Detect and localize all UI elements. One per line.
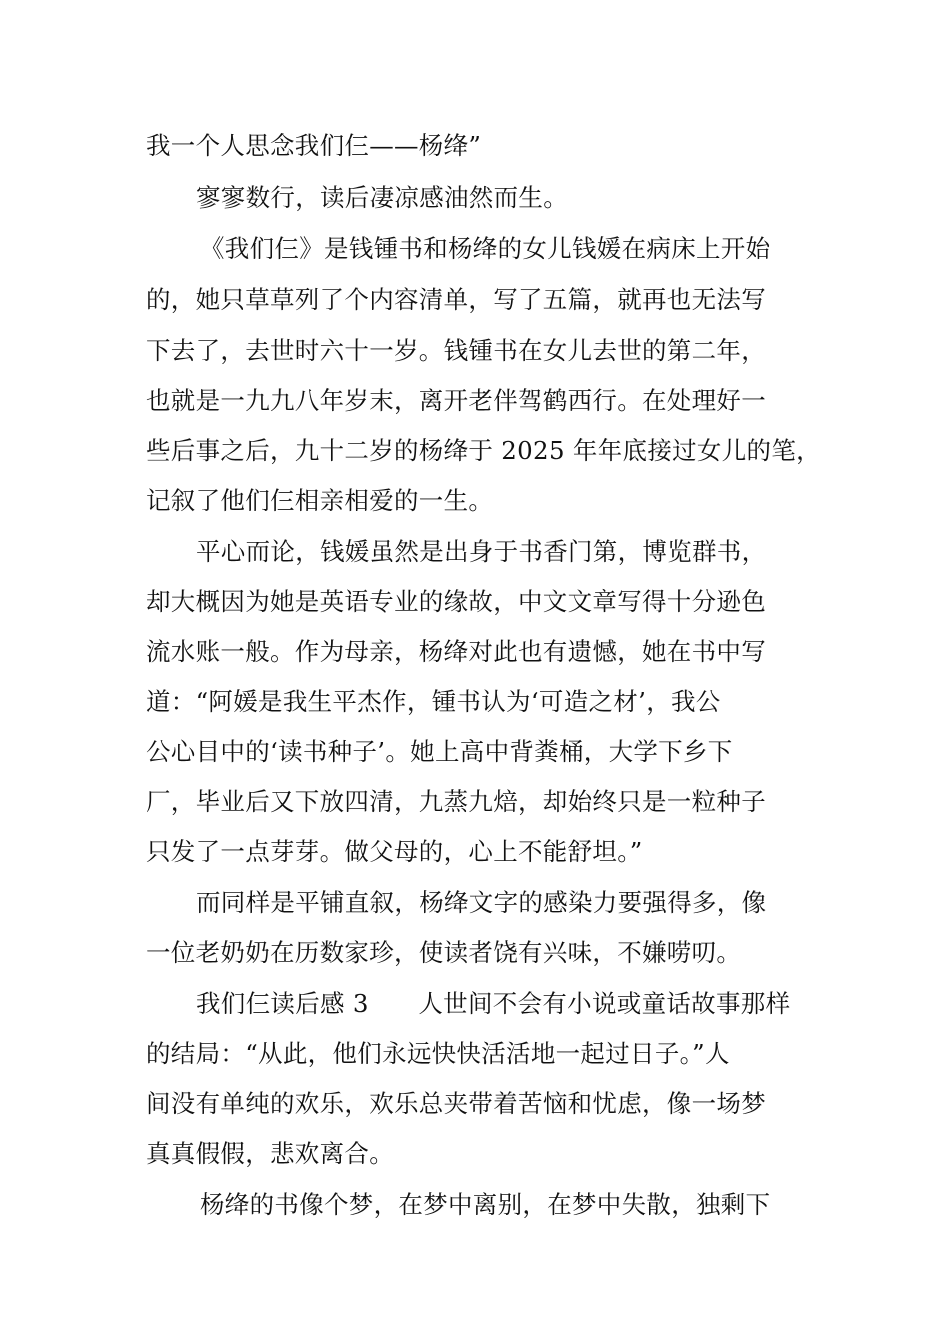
text-line: 的结局：“从此，他们永远快快活活地一起过日子。”人 — [146, 1039, 730, 1068]
text-line: 些后事之后，九十二岁的杨绛于 2025 年年底接过女儿的笔， — [146, 436, 821, 465]
paragraph-first-line: 杨绛的书像个梦，在梦中离别，在梦中失散，独剩下 — [200, 1190, 771, 1219]
text-line: 厂，毕业后又下放四清，九蒸九焙，却始终只是一粒种子 — [146, 787, 766, 816]
text-line: 一位老奶奶在历数家珍，使读者饶有兴味，不嫌唠叨。 — [146, 938, 742, 967]
text-line: 下去了，去世时六十一岁。钱锺书在女儿去世的第二年， — [146, 336, 766, 365]
paragraph-first-line: 《我们仨》是钱锺书和杨绛的女儿钱媛在病床上开始 — [200, 234, 771, 263]
paragraph-first-line: 我们仨读后感 3 人世间不会有小说或童话故事那样 — [196, 989, 791, 1018]
text-line: 真真假假，悲欢离合。 — [146, 1139, 394, 1168]
text-line: 只发了一点芽芽。做父母的，心上不能舒坦。” — [146, 837, 643, 866]
text-line: 公心目中的‘读书种子’。她上高中背粪桶，大学下乡下 — [146, 737, 733, 766]
text-line: 流水账一般。作为母亲，杨绛对此也有遗憾，她在书中写 — [146, 637, 766, 666]
text-line: 道：“阿媛是我生平杰作，锺书认为‘可造之材’，我公 — [146, 687, 721, 716]
text-line: 的，她只草草列了个内容清单，写了五篇，就再也无法写 — [146, 285, 766, 314]
paragraph-first-line: 而同样是平铺直叙，杨绛文字的感染力要强得多，像 — [196, 888, 767, 917]
text-line: 间没有单纯的欢乐，欢乐总夹带着苦恼和忧虑，像一场梦 — [146, 1089, 766, 1118]
text-line: 却大概因为她是英语专业的缘故，中文文章写得十分逊色 — [146, 587, 766, 616]
paragraph-first-line: 平心而论，钱媛虽然是出身于书香门第，博览群书， — [196, 537, 767, 566]
text-line: 也就是一九九八年岁末，离开老伴驾鹤西行。在处理好一 — [146, 386, 766, 415]
text-line: 记叙了他们仨相亲相爱的一生。 — [146, 486, 494, 515]
paragraph-first-line: 寥寥数行，读后凄凉感油然而生。 — [196, 183, 568, 212]
text-line: 我一个人思念我们仨——杨绛” — [146, 131, 482, 160]
